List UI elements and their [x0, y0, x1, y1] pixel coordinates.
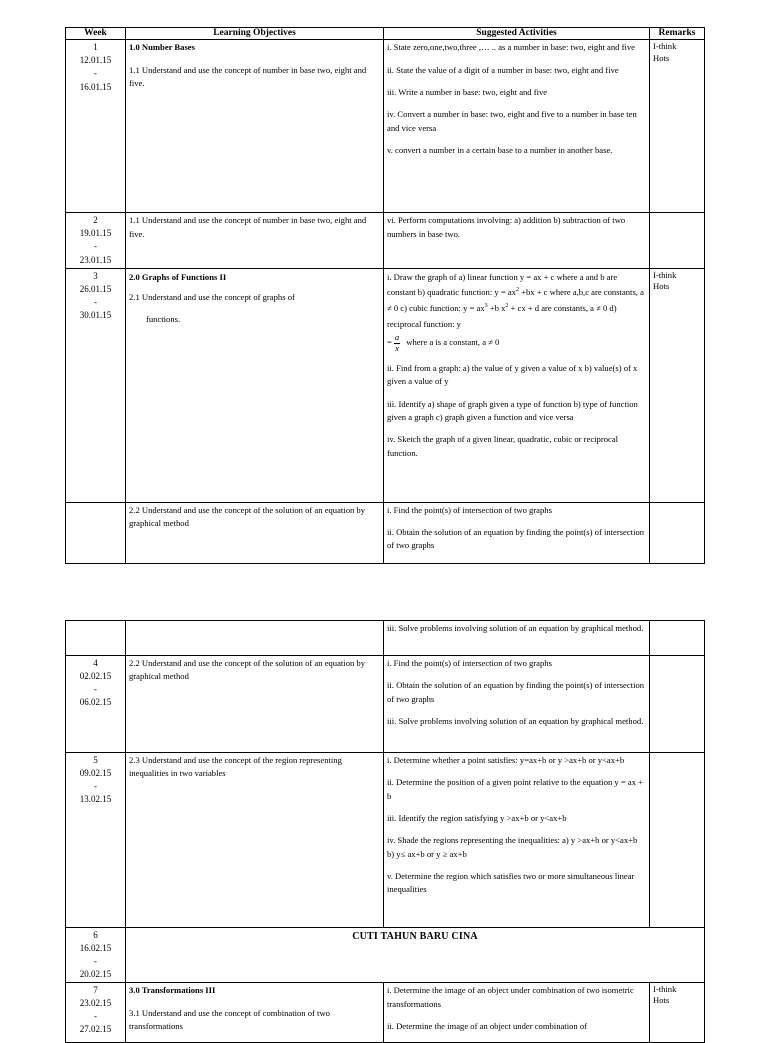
activity-item: i. Find the point(s) of intersection of two graphs [387, 658, 552, 668]
activity-item: iii. Solve problems involving solution of an equation by graphical method. [387, 715, 644, 726]
week-start-date: 26.01.15 [79, 283, 112, 294]
remarks-cell [650, 40, 705, 213]
week-number: 7 [93, 985, 98, 996]
week-cell [66, 213, 126, 268]
remarks-cell [650, 502, 705, 563]
learning-objective: 2.3 Understand and use the concept of the region representing inequalities in two variables [129, 755, 342, 779]
week-cell [66, 40, 126, 213]
week-start-date: 23.02.15 [79, 998, 112, 1009]
objectives-cell [126, 753, 384, 928]
activity-item: v. Determine the region which satisfies two or more simultaneous linear inequalities [387, 870, 635, 895]
week-cell [66, 621, 126, 656]
header-week: Week [66, 28, 126, 40]
remark-ithink: I-think [653, 269, 677, 280]
fraction-a-over-x: $\frac{a}{x}$ [394, 332, 400, 353]
header-learning-objectives: Learning Objectives [126, 28, 384, 40]
activity-item: ii. Determine the position of a given point relative to the equation y = ax + b [387, 777, 643, 801]
remarks-cell [650, 753, 705, 928]
learning-objective: 2.1 Understand and use the concept of graphs of [129, 291, 295, 302]
remarks-cell [650, 213, 705, 268]
objectives-cell [126, 268, 384, 502]
activity-item: iv. Shade the regions representing the inequalities: a) y >ax+b or y<ax+b b) y≤ ax+b or y ≥ ax+b [387, 835, 638, 859]
activities-cell [384, 40, 650, 213]
activity-item: iv. Sketch the graph of a given linear, quadratic, cubic or reciprocal function. [387, 434, 619, 458]
week-cell [66, 928, 126, 983]
objectives-cell [126, 40, 384, 213]
date-dash: - [94, 296, 97, 307]
activity-item: iii. Solve problems involving solution of an equation by graphical method. [387, 623, 644, 633]
scheme-table-page-1 [65, 27, 705, 564]
activity-item: iii. Identify a) shape of graph given a type of function b) type of function given a graph c) graph given a function and vice versa [387, 398, 638, 422]
remark-hots: Hots [653, 280, 670, 291]
week-cell [66, 268, 126, 502]
activity-item: ii. State the value of a digit of a number in base: two, eight and five [387, 64, 619, 75]
activity-item: ii. Obtain the solution of an equation by finding the point(s) of intersection of two graphs [387, 680, 645, 704]
learning-objective: 1.1 Understand and use the concept of number in base two, eight and five. [129, 64, 367, 89]
objectives-cell [126, 213, 384, 268]
objectives-cell [126, 983, 384, 1043]
activity-item: i. Draw the graph of a) linear function y = ax + c where a and b are constant b) quadratic function: $y = ax^2 +bx + c$ where a,b,c are constants, a ≠ 0 c) cubic function: $y = ax^3 +b$ $x^2$ + cx + d are constants, a ≠ 0 d) reciprocal function: y = $\frac{a}{x}$ where a is a constant, a ≠ 0 [387, 271, 644, 353]
holiday-cell: CUTI TAHUN BARU CINA [126, 928, 705, 983]
table-row [66, 213, 705, 268]
activities-cell [384, 656, 650, 753]
week-number: 5 [93, 755, 98, 765]
table-row [66, 656, 705, 753]
header-remarks: Remarks [650, 28, 705, 40]
activity-item: i. Find the point(s) of intersection of two graphs [387, 504, 552, 515]
remarks-cell [650, 268, 705, 502]
learning-objective: 3.1 Understand and use the concept of combination of two transformations [129, 1007, 330, 1031]
objectives-cell [126, 656, 384, 753]
activity-item: v. convert a number in a certain base to a number in another base. [387, 144, 613, 155]
activity-item: vi. Perform computations involving: a) addition b) subtraction of two numbers in base two. [387, 215, 626, 239]
activities-cell [384, 983, 650, 1043]
activity-item: iii. Write a number in base: two, eight and five [387, 87, 548, 98]
remarks-cell [650, 656, 705, 753]
week-cell [66, 753, 126, 928]
week-start-date: 19.01.15 [79, 228, 112, 239]
learning-objective: 2.2 Understand and use the concept of the solution of an equation by graphical method [129, 504, 366, 528]
date-dash: - [94, 956, 97, 967]
activity-item: ii. Obtain the solution of an equation by finding the point(s) of intersection of two graphs [387, 526, 645, 551]
week-number: 6 [93, 930, 98, 940]
week-end-date: 06.02.15 [79, 697, 112, 708]
week-start-date: 09.02.15 [79, 768, 112, 779]
date-dash: - [94, 68, 97, 79]
table-header-row [66, 28, 705, 40]
activity-item: ii. Find from a graph: a) the value of y given a value of x b) value(s) of x given a value of y [387, 363, 638, 387]
objectives-cell [126, 502, 384, 563]
table-row [66, 983, 705, 1043]
topic-title: 1.0 Number Bases [129, 42, 195, 53]
scheme-table-page-2 [65, 620, 705, 1043]
remark-ithink: I-think [653, 41, 677, 52]
activity-item: i. Determine whether a point satisfies: y=ax+b or y >ax+b or y<ax+b [387, 755, 625, 765]
remark-hots: Hots [653, 995, 670, 1006]
week-start-date: 02.02.15 [79, 671, 112, 682]
week-end-date: 23.01.15 [79, 254, 112, 265]
week-start-date: 16.02.15 [79, 943, 112, 954]
week-cell [66, 656, 126, 753]
date-dash: - [94, 241, 97, 252]
table-row [66, 268, 705, 502]
week-number: 2 [93, 215, 98, 226]
date-dash: - [94, 781, 97, 792]
topic-title: 3.0 Transformations III [129, 985, 216, 996]
header-suggested-activities: Suggested Activities [384, 28, 650, 40]
week-end-date: 30.01.15 [79, 309, 112, 320]
activity-item: i. Determine the image of an object under combination of two isometric transformations [387, 985, 634, 1009]
week-end-date: 20.02.15 [79, 969, 112, 980]
remark-ithink: I-think [653, 984, 677, 995]
learning-objective: 2.2 Understand and use the concept of the solution of an equation by graphical method [129, 658, 366, 682]
activity-item: ii. Determine the image of an object under combination of [387, 1020, 587, 1031]
table-row [66, 928, 705, 983]
activity-item: iv. Convert a number in base: two, eight and five to a number in base ten and vice versa [387, 109, 637, 133]
week-end-date: 27.02.15 [79, 1024, 112, 1035]
week-end-date: 16.01.15 [79, 81, 112, 92]
week-number: 4 [93, 658, 98, 668]
week-start-date: 12.01.15 [79, 55, 112, 66]
topic-title: 2.0 Graphs of Functions II [129, 271, 227, 282]
remark-hots: Hots [653, 52, 670, 63]
learning-objective: 1.1 Understand and use the concept of number in base two, eight and five. [129, 215, 367, 239]
activities-cell [384, 621, 650, 656]
learning-objective-continued: functions. [146, 313, 181, 324]
date-dash: - [94, 1011, 97, 1022]
activities-cell [384, 502, 650, 563]
week-cell [66, 502, 126, 563]
week-cell [66, 983, 126, 1043]
table-row [66, 753, 705, 928]
objectives-cell [126, 621, 384, 656]
activities-cell [384, 753, 650, 928]
activities-cell [384, 213, 650, 268]
activity-item: i. State zero,one,two,three ,… .. as a number in base: two, eight and five [387, 42, 635, 53]
week-end-date: 13.02.15 [79, 794, 112, 805]
week-number: 1 [93, 42, 98, 53]
table-row [66, 40, 705, 213]
table-row [66, 502, 705, 563]
table-row [66, 621, 705, 656]
date-dash: - [94, 684, 97, 695]
week-number: 3 [93, 270, 98, 281]
activities-cell [384, 268, 650, 502]
activity-item: iii. Identify the region satisfying y >ax+b or y<ax+b [387, 812, 567, 823]
remarks-cell [650, 621, 705, 656]
remarks-cell [650, 983, 705, 1043]
